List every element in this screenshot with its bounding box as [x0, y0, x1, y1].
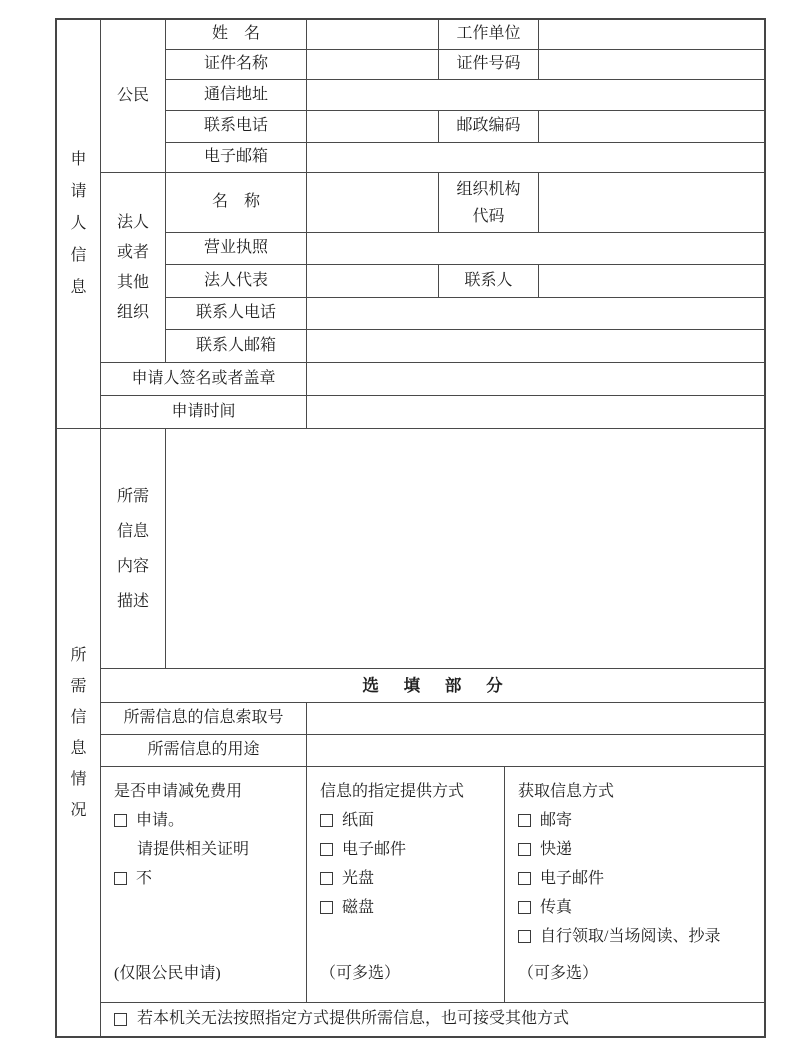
- postal-code-value-cell[interactable]: [539, 111, 764, 142]
- org-code-label-text: 组织机构代码: [456, 180, 521, 225]
- obtain-option-email-label: 电子邮件: [540, 870, 605, 887]
- obtain-option-mail: [518, 806, 758, 835]
- fee-waiver-title: 是否申请减免费用: [114, 783, 243, 800]
- content-desc-label: [101, 429, 165, 668]
- cert-name-value-cell[interactable]: [307, 50, 438, 79]
- org-name-value-cell[interactable]: [307, 173, 438, 232]
- index-number-label: 所需信息的信息索取号: [101, 703, 306, 734]
- obtain-option-self-label: 自行领取/当场阅读、抄录: [540, 928, 721, 945]
- org-name-label: 名 称: [166, 173, 306, 232]
- obtain-option-express-label: 快递: [540, 841, 573, 858]
- applicant-section-label: [57, 20, 100, 428]
- cert-number-value-cell[interactable]: [539, 50, 764, 79]
- delivery-option-cd: [320, 864, 498, 893]
- fallback-note-label: 若本机关无法按照指定方式提供所需信息，也可接受其他方式: [137, 1010, 570, 1028]
- delivery-method-title: 信息的指定提供方式: [320, 783, 465, 800]
- apply-time-label: 申请时间: [101, 396, 306, 428]
- obtain-email-checkbox-icon[interactable]: [518, 872, 531, 885]
- fee-waiver-option-no: [114, 864, 300, 893]
- cert-name-label: 证件名称: [166, 50, 306, 79]
- obtain-option-email: [518, 864, 758, 893]
- business-license-label: 营业执照: [166, 233, 306, 264]
- fee-waiver-footnote: (仅限公民申请): [114, 965, 221, 982]
- delivery-email-checkbox-icon[interactable]: [320, 843, 333, 856]
- application-form-table: [55, 18, 766, 1038]
- fee-waiver-apply-checkbox-icon[interactable]: [114, 814, 127, 827]
- fallback-note-checkbox-icon[interactable]: [114, 1013, 127, 1026]
- org-code-value-cell[interactable]: [539, 173, 764, 232]
- delivery-option-email-label: 电子邮件: [342, 841, 407, 858]
- obtain-option-self: [518, 922, 758, 951]
- postal-code-label: 邮政编码: [439, 111, 538, 142]
- obtain-method-panel: [505, 767, 764, 1002]
- content-desc-label-text: 所需信息内容描述: [116, 487, 149, 610]
- delivery-option-disk: [320, 893, 498, 922]
- obtain-self-checkbox-icon[interactable]: [518, 930, 531, 943]
- content-desc-value-cell[interactable]: [166, 429, 764, 668]
- delivery-method-panel: [307, 767, 504, 1002]
- address-label: 通信地址: [166, 80, 306, 110]
- contact-email-value-cell[interactable]: [307, 330, 764, 362]
- contact-person-label: 联系人: [439, 265, 538, 297]
- delivery-disk-checkbox-icon[interactable]: [320, 901, 333, 914]
- signature-label: 申请人签名或者盖章: [101, 363, 306, 395]
- purpose-value-cell[interactable]: [307, 735, 764, 766]
- citizen-group-label: 公民: [101, 20, 165, 172]
- purpose-label: 所需信息的用途: [101, 735, 306, 766]
- fee-waiver-option-apply-label: 申请。: [136, 812, 185, 829]
- obtain-option-fax: [518, 893, 758, 922]
- work-unit-value-cell[interactable]: [539, 20, 764, 49]
- work-unit-label: 工作单位: [439, 20, 538, 49]
- address-value-cell[interactable]: [307, 80, 764, 110]
- legal-rep-label: 法人代表: [166, 265, 306, 297]
- apply-time-value-cell[interactable]: [307, 396, 764, 428]
- legal-group-label-text: 法人或者其他组织: [116, 213, 149, 321]
- obtain-method-footnote: （可多选）: [518, 965, 599, 982]
- required-info-section-label: [57, 429, 100, 1036]
- delivery-option-paper: [320, 806, 498, 835]
- obtain-method-title: 获取信息方式: [518, 783, 615, 800]
- legal-rep-value-cell[interactable]: [307, 265, 438, 297]
- delivery-option-cd-label: 光盘: [342, 870, 375, 887]
- fee-waiver-apply-note: 请提供相关证明: [137, 841, 250, 858]
- phone-value-cell[interactable]: [307, 111, 438, 142]
- applicant-section-label-text: 申请人信息: [70, 151, 87, 296]
- delivery-option-email: [320, 835, 498, 864]
- optional-section-header: 选填部分: [101, 669, 764, 702]
- email-label: 电子邮箱: [166, 143, 306, 172]
- obtain-fax-checkbox-icon[interactable]: [518, 901, 531, 914]
- signature-value-cell[interactable]: [307, 363, 764, 395]
- name-label: 姓 名: [166, 20, 306, 49]
- obtain-option-fax-label: 传真: [540, 899, 573, 916]
- obtain-option-express: [518, 835, 758, 864]
- cert-number-label: 证件号码: [439, 50, 538, 79]
- index-number-value-cell[interactable]: [307, 703, 764, 734]
- org-code-label: [439, 173, 538, 232]
- fallback-note-row: [101, 1003, 764, 1036]
- delivery-cd-checkbox-icon[interactable]: [320, 872, 333, 885]
- fee-waiver-option-apply: [114, 806, 300, 835]
- business-license-value-cell[interactable]: [307, 233, 764, 264]
- fee-waiver-panel: [101, 767, 306, 1002]
- delivery-option-disk-label: 磁盘: [342, 899, 375, 916]
- fee-waiver-no-checkbox-icon[interactable]: [114, 872, 127, 885]
- email-value-cell[interactable]: [307, 143, 764, 172]
- contact-phone-value-cell[interactable]: [307, 298, 764, 329]
- name-value-cell[interactable]: [307, 20, 438, 49]
- delivery-method-footnote: （可多选）: [320, 965, 401, 982]
- required-info-section-label-text: 所需信息情况: [70, 646, 87, 819]
- obtain-express-checkbox-icon[interactable]: [518, 843, 531, 856]
- obtain-option-mail-label: 邮寄: [540, 812, 573, 829]
- fee-waiver-option-no-label: 不: [136, 870, 153, 887]
- obtain-mail-checkbox-icon[interactable]: [518, 814, 531, 827]
- legal-group-label: [101, 173, 165, 362]
- contact-person-value-cell[interactable]: [539, 265, 764, 297]
- contact-email-label: 联系人邮箱: [166, 330, 306, 362]
- delivery-option-paper-label: 纸面: [342, 812, 375, 829]
- delivery-paper-checkbox-icon[interactable]: [320, 814, 333, 827]
- contact-phone-label: 联系人电话: [166, 298, 306, 329]
- phone-label: 联系电话: [166, 111, 306, 142]
